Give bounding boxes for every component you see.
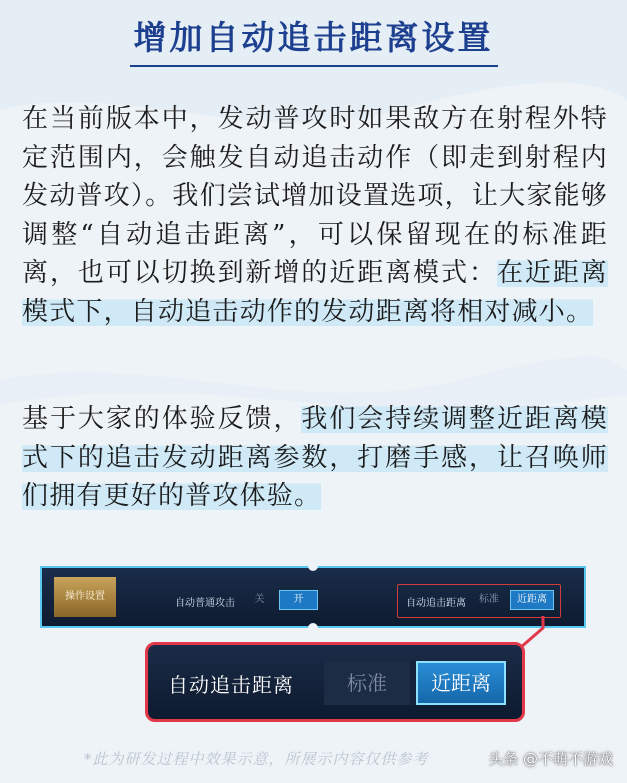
- paragraph-2: [22, 400, 608, 516]
- callout-label: 自动追击距离: [168, 673, 294, 697]
- auto-attack-on-option[interactable]: 开: [279, 590, 318, 610]
- auto-attack-toggle[interactable]: [240, 590, 318, 610]
- callout-toggle[interactable]: [324, 661, 506, 705]
- paragraph-2-highlight: 我们会持续调整近距离模式下的追击发动距离参数，打磨手感，让召唤师们拥有更好的普攻体验。: [22, 404, 608, 512]
- watermark: 头条 @不萌不游戏: [488, 750, 613, 768]
- chase-distance-label: 自动追击距离: [406, 598, 466, 609]
- chase-distance-callout: [145, 642, 525, 722]
- paragraph-2-text: 基于大家的体验反馈，: [22, 404, 302, 434]
- page-title: 增加自动追击距离设置: [130, 12, 498, 67]
- footnote: *此为研发过程中效果示意，所展示内容仅供参考: [84, 750, 429, 768]
- paragraph-1-highlight: 在近距离模式下，自动追击动作的发动距离将相对减小。: [22, 258, 608, 327]
- chase-close-option[interactable]: 近距离: [510, 590, 554, 610]
- chase-standard-option[interactable]: 标准: [479, 594, 499, 605]
- tab-operation-settings[interactable]: 操作设置: [54, 577, 116, 617]
- settings-bar: [40, 566, 586, 628]
- auto-attack-label: 自动普通攻击: [175, 598, 235, 609]
- auto-attack-off-option[interactable]: 关: [254, 594, 265, 605]
- title-container: [0, 12, 627, 67]
- callout-standard-option[interactable]: 标准: [324, 661, 410, 705]
- callout-close-option[interactable]: 近距离: [416, 661, 506, 705]
- chase-distance-toggle[interactable]: [470, 590, 554, 610]
- paragraph-1: [22, 100, 608, 332]
- paragraph-1-text: 在当前版本中，发动普攻时如果敌方在射程外特定范围内，会触发自动追击动作（即走到射程内发动普攻）。我们尝试增加设置选项，让大家能够调整“自动追击距离”，可以保留现在的标准距离，也可以切换到新增的近距离模式：: [22, 104, 608, 289]
